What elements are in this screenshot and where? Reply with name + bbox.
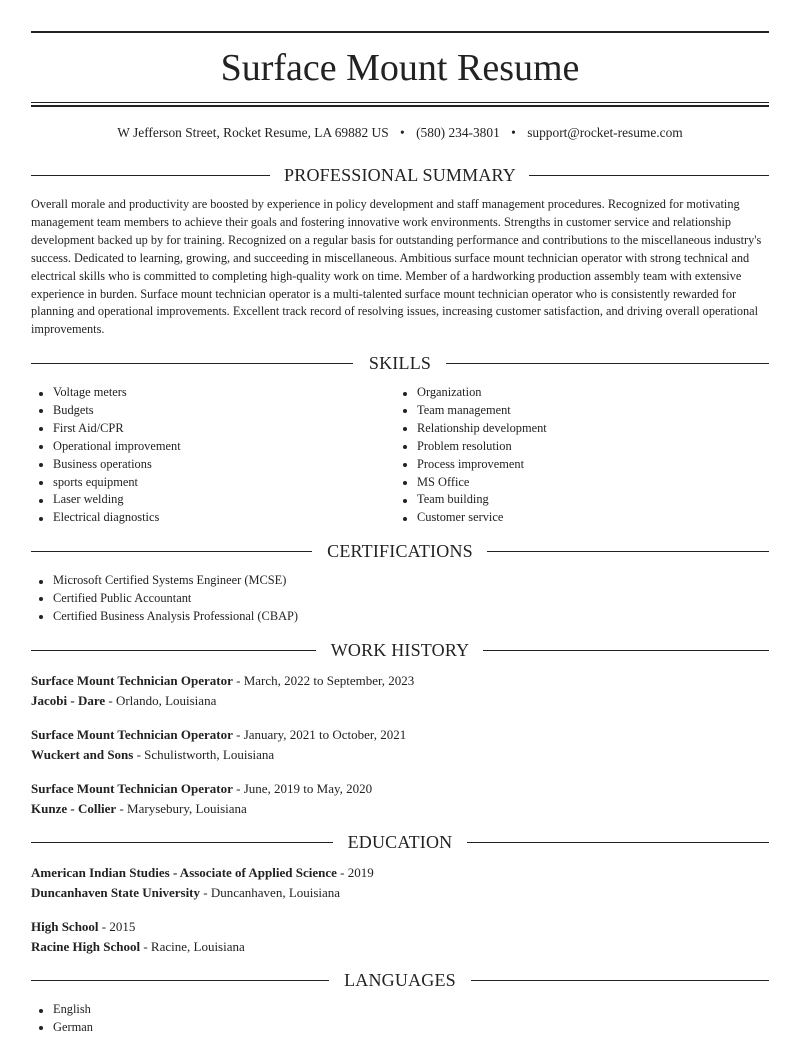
title-rule-thin <box>31 102 769 103</box>
contact-line <box>31 124 769 142</box>
job-dates: - March, 2022 to September, 2023 <box>232 673 415 688</box>
list-item: Team building <box>395 491 755 509</box>
list-item: Voltage meters <box>31 384 391 402</box>
company-name: Wuckert and Sons <box>31 746 134 762</box>
list-item: Operational improvement <box>31 438 391 456</box>
education-entry <box>31 917 769 956</box>
degree-line <box>31 863 769 883</box>
certifications-list <box>31 572 769 626</box>
list-item: Budgets <box>31 402 391 420</box>
summary-text: Overall morale and productivity are boosted by experience in policy development and staff management procedures. Recognized for motivating management team members to achieve their goals and fostering innovative work environments. Strengths in customer service and relationship development backed up by for training. Recognized on a regular basis for outstanding performance and contributions to the miscellaneous industry's success. Dedicated to learning, growing, and succeeding in miscellaneous. Ambitious surface mount technician operator with strong technical and electrical skills who is committed to completing high-quality work on time. Member of a hardworking production assembly team with extensive experience in burden. Surface mount technician operator is a multi-talented surface mount technician operator who is consistently rewarded for planning and operational improvements. Excellent track record of resolving issues, increasing customer satisfaction, and driving overall operational improvements. <box>31 197 762 337</box>
resume-title: Surface Mount Resume <box>220 47 580 89</box>
school-name: Duncanhaven State University <box>31 884 201 900</box>
job-title: Surface Mount Technician Operator <box>31 727 233 742</box>
list-item: Problem resolution <box>395 438 755 456</box>
company-location: - Marysebury, Louisiana <box>116 800 247 816</box>
company-name: Kunze - Collier <box>31 800 117 816</box>
section-heading-summary <box>31 163 769 187</box>
contact-address: W Jefferson Street, Rocket Resume, LA 69882 US <box>117 125 389 140</box>
list-item: English <box>31 1001 769 1019</box>
section-heading-education <box>31 830 769 854</box>
section-title: WORK HISTORY <box>330 640 470 660</box>
company-name: Jacobi - Dare <box>31 692 106 708</box>
contact-separator: • <box>511 125 516 140</box>
skills-list-left <box>31 384 391 527</box>
school-location: - Racine, Louisiana <box>140 938 245 954</box>
company-location: - Schulistworth, Louisiana <box>133 746 275 762</box>
section-heading-languages <box>31 968 769 992</box>
degree-year: - 2015 <box>98 919 136 934</box>
list-item: Certified Business Analysis Professional (CBAP) <box>31 608 769 626</box>
job-dates: - June, 2019 to May, 2020 <box>232 781 373 796</box>
list-item: Customer service <box>395 509 755 527</box>
list-item: Process improvement <box>395 456 755 474</box>
section-title: CERTIFICATIONS <box>327 541 473 561</box>
section-title: LANGUAGES <box>344 970 456 990</box>
section-heading-work-history <box>31 638 769 662</box>
title-rule-thick <box>31 105 769 107</box>
section-heading-skills <box>31 351 769 375</box>
degree-name: High School <box>31 919 99 934</box>
school-line <box>31 937 769 957</box>
top-rule <box>31 31 769 33</box>
degree-line <box>31 917 769 937</box>
contact-email: support@rocket-resume.com <box>527 125 683 140</box>
job-line <box>31 779 769 799</box>
work-entry <box>31 671 769 710</box>
school-line <box>31 883 769 903</box>
company-line <box>31 745 769 765</box>
list-item: Team management <box>395 402 755 420</box>
section-title: SKILLS <box>368 353 432 373</box>
list-item: Microsoft Certified Systems Engineer (MCSE) <box>31 572 769 590</box>
school-location: - Duncanhaven, Louisiana <box>200 884 341 900</box>
company-location: - Orlando, Louisiana <box>105 692 217 708</box>
list-item: Laser welding <box>31 491 391 509</box>
section-title: PROFESSIONAL SUMMARY <box>284 165 516 185</box>
contact-separator: • <box>400 125 405 140</box>
skills-list-right <box>395 384 755 527</box>
degree-name: American Indian Studies - Associate of Applied Science <box>31 865 337 880</box>
list-item: Relationship development <box>395 420 755 438</box>
contact-phone: (580) 234-3801 <box>416 125 500 140</box>
company-line <box>31 691 769 711</box>
list-item: Organization <box>395 384 755 402</box>
list-item: First Aid/CPR <box>31 420 391 438</box>
job-line <box>31 725 769 745</box>
list-item: Certified Public Accountant <box>31 590 769 608</box>
work-entry <box>31 779 769 818</box>
job-dates: - January, 2021 to October, 2021 <box>232 727 407 742</box>
list-item: Business operations <box>31 456 391 474</box>
degree-year: - 2019 <box>336 865 374 880</box>
school-name: Racine High School <box>31 938 141 954</box>
education-entry <box>31 863 769 902</box>
company-line <box>31 799 769 819</box>
languages-list <box>31 1001 769 1037</box>
section-title: EDUCATION <box>347 832 453 852</box>
job-title: Surface Mount Technician Operator <box>31 781 233 796</box>
section-heading-certifications <box>31 539 769 563</box>
job-line <box>31 671 769 691</box>
work-entry <box>31 725 769 764</box>
job-title: Surface Mount Technician Operator <box>31 673 233 688</box>
list-item: sports equipment <box>31 474 391 492</box>
list-item: Electrical diagnostics <box>31 509 391 527</box>
list-item: German <box>31 1019 769 1037</box>
list-item: MS Office <box>395 474 755 492</box>
